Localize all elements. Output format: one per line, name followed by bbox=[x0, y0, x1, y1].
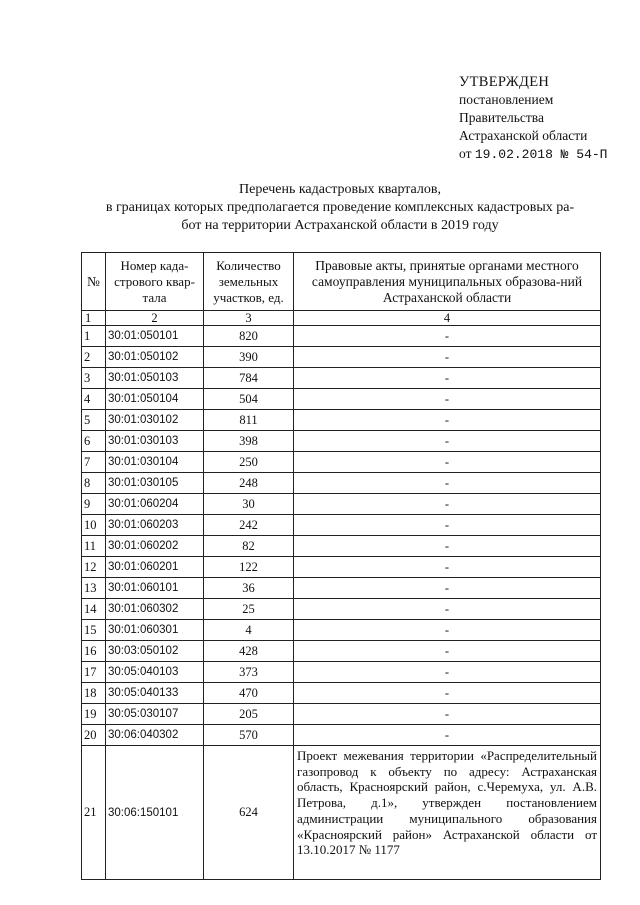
land-plot-count: 390 bbox=[204, 347, 294, 368]
row-number: 20 bbox=[82, 725, 106, 746]
approval-date-line bbox=[459, 145, 634, 164]
cadastral-number: 30:06:040302 bbox=[106, 725, 204, 746]
table-row bbox=[82, 515, 601, 536]
table-row bbox=[82, 494, 601, 515]
table-row bbox=[82, 347, 601, 368]
table-row bbox=[82, 452, 601, 473]
table-row bbox=[82, 557, 601, 578]
cadastral-number: 30:01:060203 bbox=[106, 515, 204, 536]
table-row bbox=[82, 389, 601, 410]
legal-act: - bbox=[294, 389, 601, 410]
legal-act: - bbox=[294, 536, 601, 557]
row-number: 3 bbox=[82, 368, 106, 389]
cadastral-quarters-table bbox=[81, 252, 601, 880]
row-number: 15 bbox=[82, 620, 106, 641]
land-plot-count: 428 bbox=[204, 641, 294, 662]
land-plot-count: 504 bbox=[204, 389, 294, 410]
cadastral-number: 30:05:040103 bbox=[106, 662, 204, 683]
document-title bbox=[70, 181, 610, 235]
legal-act: - bbox=[294, 662, 601, 683]
land-plot-count: 373 bbox=[204, 662, 294, 683]
legal-act: - bbox=[294, 704, 601, 725]
legal-act: - bbox=[294, 620, 601, 641]
cadastral-number: 30:01:050102 bbox=[106, 347, 204, 368]
row-number: 19 bbox=[82, 704, 106, 725]
column-number: 3 bbox=[204, 311, 294, 326]
approval-line-government: Правительства bbox=[459, 110, 544, 125]
cadastral-number: 30:01:050104 bbox=[106, 389, 204, 410]
cadastral-number: 30:05:040133 bbox=[106, 683, 204, 704]
land-plot-count: 4 bbox=[204, 620, 294, 641]
land-plot-count: 570 bbox=[204, 725, 294, 746]
table-row bbox=[82, 662, 601, 683]
cadastral-number: 30:01:030102 bbox=[106, 410, 204, 431]
row-number: 17 bbox=[82, 662, 106, 683]
table-row bbox=[82, 641, 601, 662]
header-number: № bbox=[82, 253, 106, 311]
title-line-3: бот на территории Астраханской области в 2019 году bbox=[181, 218, 499, 233]
legal-act: - bbox=[294, 326, 601, 347]
legal-act: - bbox=[294, 410, 601, 431]
legal-act: - bbox=[294, 452, 601, 473]
cadastral-number: 30:01:050103 bbox=[106, 368, 204, 389]
land-plot-count: 36 bbox=[204, 578, 294, 599]
row-number: 6 bbox=[82, 431, 106, 452]
table-row bbox=[82, 725, 601, 746]
legal-act: - bbox=[294, 368, 601, 389]
legal-act: - bbox=[294, 473, 601, 494]
legal-act: - bbox=[294, 725, 601, 746]
column-numbers-row bbox=[82, 311, 601, 326]
land-plot-count: 784 bbox=[204, 368, 294, 389]
approval-line-region: Астраханской области bbox=[459, 128, 588, 143]
approval-block bbox=[459, 73, 634, 164]
table-row bbox=[82, 473, 601, 494]
approval-date-prefix: от bbox=[459, 146, 475, 161]
row-number: 2 bbox=[82, 347, 106, 368]
cadastral-number: 30:01:030105 bbox=[106, 473, 204, 494]
cadastral-number: 30:01:060301 bbox=[106, 620, 204, 641]
header-legal-acts: Правовые акты, принятые органами местного самоуправления муниципальных образова-ний Астраханской области bbox=[294, 253, 601, 311]
legal-act: Проект межевания территории «Распределительный газопровод к объекту по адресу: Астраханская область, Красноярский район, с.Черемуха, ул. А.В. Петрова, д.1», утвержден постановлением администрации муниципального образования «Красноярский район» Астраханской области от 13.10.2017 № 1177 bbox=[294, 746, 601, 880]
land-plot-count: 811 bbox=[204, 410, 294, 431]
legal-act: - bbox=[294, 431, 601, 452]
cadastral-number: 30:01:050101 bbox=[106, 326, 204, 347]
table-row bbox=[82, 683, 601, 704]
table-row bbox=[82, 410, 601, 431]
row-number: 14 bbox=[82, 599, 106, 620]
row-number: 18 bbox=[82, 683, 106, 704]
cadastral-number: 30:01:060202 bbox=[106, 536, 204, 557]
land-plot-count: 248 bbox=[204, 473, 294, 494]
land-plot-count: 122 bbox=[204, 557, 294, 578]
approval-heading: УТВЕРЖДЕН bbox=[459, 74, 550, 90]
header-land-plot-count: Количество земельных участков, ед. bbox=[204, 253, 294, 311]
table-row bbox=[82, 578, 601, 599]
table-row bbox=[82, 536, 601, 557]
land-plot-count: 624 bbox=[204, 746, 294, 880]
title-line-2: в границах которых предполагается проведение комплексных кадастровых ра- bbox=[105, 200, 575, 215]
title-line-1: Перечень кадастровых кварталов, bbox=[239, 182, 441, 197]
land-plot-count: 82 bbox=[204, 536, 294, 557]
row-number: 16 bbox=[82, 641, 106, 662]
legal-act: - bbox=[294, 683, 601, 704]
approval-line-decree: постановлением bbox=[459, 92, 554, 107]
row-number: 21 bbox=[82, 746, 106, 880]
row-number: 12 bbox=[82, 557, 106, 578]
legal-act: - bbox=[294, 557, 601, 578]
land-plot-count: 250 bbox=[204, 452, 294, 473]
table-row bbox=[82, 704, 601, 725]
legal-act: - bbox=[294, 641, 601, 662]
land-plot-count: 30 bbox=[204, 494, 294, 515]
row-number: 7 bbox=[82, 452, 106, 473]
row-number: 9 bbox=[82, 494, 106, 515]
table-row bbox=[82, 599, 601, 620]
header-cadastral-quarter: Номер када-стрового квар-тала bbox=[106, 253, 204, 311]
land-plot-count: 398 bbox=[204, 431, 294, 452]
row-number: 4 bbox=[82, 389, 106, 410]
row-number: 10 bbox=[82, 515, 106, 536]
row-number: 5 bbox=[82, 410, 106, 431]
table-row bbox=[82, 431, 601, 452]
table-row bbox=[82, 326, 601, 347]
table-row bbox=[82, 620, 601, 641]
legal-act: - bbox=[294, 515, 601, 536]
land-plot-count: 242 bbox=[204, 515, 294, 536]
row-number: 1 bbox=[82, 326, 106, 347]
land-plot-count: 205 bbox=[204, 704, 294, 725]
cadastral-number: 30:01:030104 bbox=[106, 452, 204, 473]
land-plot-count: 470 bbox=[204, 683, 294, 704]
legal-act: - bbox=[294, 494, 601, 515]
row-number: 13 bbox=[82, 578, 106, 599]
cadastral-number: 30:05:030107 bbox=[106, 704, 204, 725]
column-number: 1 bbox=[82, 311, 106, 326]
column-number: 2 bbox=[106, 311, 204, 326]
cadastral-number: 30:01:060201 bbox=[106, 557, 204, 578]
legal-act: - bbox=[294, 578, 601, 599]
cadastral-number: 30:06:150101 bbox=[106, 746, 204, 880]
table-row bbox=[82, 368, 601, 389]
row-number: 8 bbox=[82, 473, 106, 494]
table-row bbox=[82, 746, 601, 880]
cadastral-number: 30:01:030103 bbox=[106, 431, 204, 452]
cadastral-number: 30:01:060101 bbox=[106, 578, 204, 599]
cadastral-number: 30:03:050102 bbox=[106, 641, 204, 662]
column-number: 4 bbox=[294, 311, 601, 326]
land-plot-count: 25 bbox=[204, 599, 294, 620]
cadastral-number: 30:01:060302 bbox=[106, 599, 204, 620]
land-plot-count: 820 bbox=[204, 326, 294, 347]
approval-date-stamp: 19.02.2018 № 54-П bbox=[474, 147, 608, 162]
row-number: 11 bbox=[82, 536, 106, 557]
legal-act: - bbox=[294, 599, 601, 620]
cadastral-number: 30:01:060204 bbox=[106, 494, 204, 515]
legal-act: - bbox=[294, 347, 601, 368]
